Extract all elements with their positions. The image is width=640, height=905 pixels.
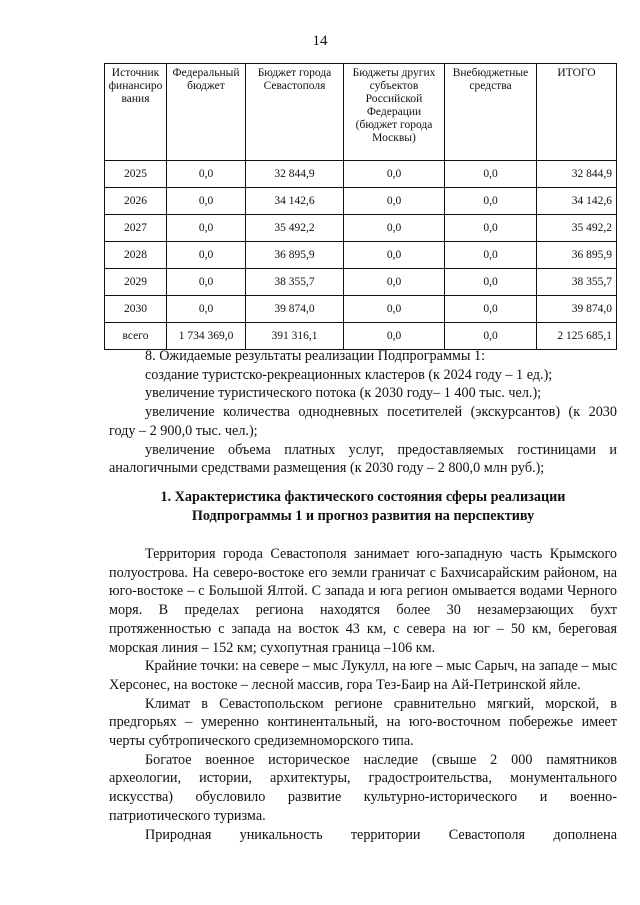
header-source: Источник финансиро вания <box>105 64 167 161</box>
section-body <box>109 545 617 844</box>
cell-extrabudget: 0,0 <box>445 269 537 296</box>
paragraph: Природная уникальность территории Севастополя дополнена <box>145 826 617 843</box>
cell-sevastopol: 36 895,9 <box>246 242 344 269</box>
cell-other-subjects: 0,0 <box>344 161 445 188</box>
cell-year: 2029 <box>105 269 167 296</box>
financing-table <box>104 63 617 350</box>
header-federal: Федеральный бюджет <box>167 64 246 161</box>
cell-federal: 0,0 <box>167 188 246 215</box>
cell-total: 32 844,9 <box>537 161 617 188</box>
section-heading-line: 1. Характеристика фактического состояния сферы реализации <box>160 489 566 505</box>
cell-other-subjects: 0,0 <box>344 269 445 296</box>
paragraph: Климат в Севастопольском регионе сравнительно мягкий, морской, в предгорьях – умеренно континентальный, на юго-восточном побережье имеет черты субтропического средиземноморского типа. <box>109 695 617 750</box>
cell-sevastopol: 38 355,7 <box>246 269 344 296</box>
cell-sevastopol: 32 844,9 <box>246 161 344 188</box>
cell-extrabudget: 0,0 <box>445 296 537 323</box>
table-row <box>105 242 617 269</box>
cell-sevastopol: 39 874,0 <box>246 296 344 323</box>
section-heading-line: Подпрограммы 1 и прогноз развития на перспективу <box>191 508 535 524</box>
table-row <box>105 269 617 296</box>
cell-total: 34 142,6 <box>537 188 617 215</box>
cell-federal: 0,0 <box>167 161 246 188</box>
result-item: увеличение туристического потока (к 2030 году– 1 400 тыс. чел.); <box>145 385 542 402</box>
table-header-row <box>105 64 617 161</box>
results-block <box>109 347 617 478</box>
cell-year: 2030 <box>105 296 167 323</box>
cell-sevastopol: 391 316,1 <box>246 323 344 350</box>
table-row <box>105 215 617 242</box>
cell-sevastopol: 34 142,6 <box>246 188 344 215</box>
paragraph: Территория города Севастополя занимает юго-западную часть Крымского полуострова. На северо-востоке его земли граничат с Бахчисарайским районом, на юго-востоке – с Большой Ялтой. С запада и юга регион омывается водами Черного моря. В пределах региона находятся более 30 незамерзающих бухт протяженностью с запада на восток 43 км, с севера на юг – 50 км, береговая морская линия – 152 км; сухопутная граница –106 км. <box>109 546 617 656</box>
table-row <box>105 188 617 215</box>
cell-total: 38 355,7 <box>537 269 617 296</box>
table-row-total <box>105 323 617 350</box>
cell-other-subjects: 0,0 <box>344 215 445 242</box>
cell-federal: 1 734 369,0 <box>167 323 246 350</box>
cell-total: 39 874,0 <box>537 296 617 323</box>
section-heading <box>109 488 617 526</box>
cell-extrabudget: 0,0 <box>445 242 537 269</box>
cell-year: всего <box>105 323 167 350</box>
cell-federal: 0,0 <box>167 269 246 296</box>
table-row <box>105 161 617 188</box>
cell-total: 35 492,2 <box>537 215 617 242</box>
results-title: 8. Ожидаемые результаты реализации Подпрограммы 1: <box>145 348 486 364</box>
cell-year: 2027 <box>105 215 167 242</box>
cell-year: 2028 <box>105 242 167 269</box>
cell-federal: 0,0 <box>167 296 246 323</box>
page-number: 14 <box>312 33 328 49</box>
header-other-subjects: Бюджеты других субъектов Российской Федерации (бюджет города Москвы) <box>344 64 445 161</box>
paragraph: Богатое военное историческое наследие (свыше 2 000 памятников археологии, истории, архитектуры, градостроительства, монументального искусства) обусловило развитие культурно-исторического и военно-патриотического туризма. <box>109 751 617 824</box>
cell-extrabudget: 0,0 <box>445 161 537 188</box>
cell-extrabudget: 0,0 <box>445 323 537 350</box>
result-item: увеличение количества однодневных посетителей (экскурсантов) (к 2030 году – 2 900,0 тыс. чел.); <box>109 404 617 439</box>
cell-other-subjects: 0,0 <box>344 323 445 350</box>
cell-year: 2025 <box>105 161 167 188</box>
cell-year: 2026 <box>105 188 167 215</box>
header-sevastopol: Бюджет города Севастополя <box>246 64 344 161</box>
paragraph: Крайние точки: на севере – мыс Лукулл, на юге – мыс Сарыч, на западе – мыс Херсонес, на востоке – лесной массив, гора Тез-Баир на Ай-Петринской яйле. <box>109 658 617 693</box>
result-item: создание туристско-рекреационных кластеров (к 2024 году – 1 ед.); <box>145 366 553 383</box>
cell-other-subjects: 0,0 <box>344 296 445 323</box>
cell-sevastopol: 35 492,2 <box>246 215 344 242</box>
header-total: ИТОГО <box>537 64 617 161</box>
header-extrabudget: Внебюджетные средства <box>445 64 537 161</box>
cell-extrabudget: 0,0 <box>445 215 537 242</box>
table-row <box>105 296 617 323</box>
result-item: увеличение объема платных услуг, предоставляемых гостиницами и аналогичными средствами размещения (к 2030 году – 2 800,0 млн руб.); <box>109 441 617 477</box>
cell-federal: 0,0 <box>167 242 246 269</box>
cell-total: 2 125 685,1 <box>537 323 617 350</box>
cell-total: 36 895,9 <box>537 242 617 269</box>
cell-other-subjects: 0,0 <box>344 188 445 215</box>
cell-extrabudget: 0,0 <box>445 188 537 215</box>
cell-federal: 0,0 <box>167 215 246 242</box>
cell-other-subjects: 0,0 <box>344 242 445 269</box>
